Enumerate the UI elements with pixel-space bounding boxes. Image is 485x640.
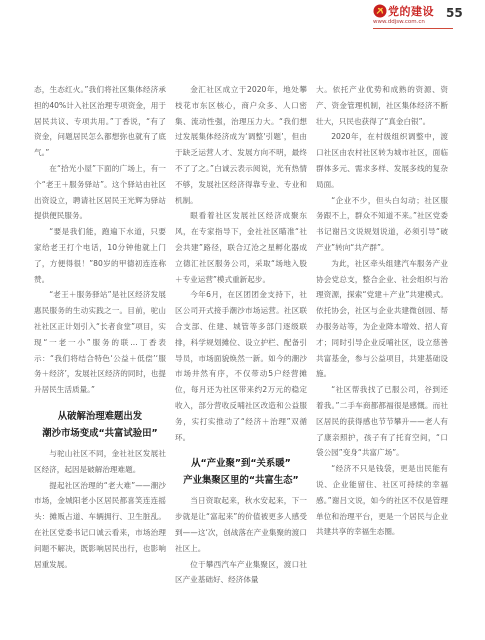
paragraph: 金汇社区成立于2020年，地处攀枝花市东区核心，商户众多、人口密集、流动性强，治理压力大。“我们想过发展集体经济成为‘调整'引题’，但由于缺乏运营人才、发展方向不明，最终不了了之。”白诚云表示阅说，光有热情不够，发展社区经济得靠专业、专业和机制。	[175, 85, 307, 205]
paragraph: 与驼山社区不同，金社社区发展社区经济，起因是破解治理难题。	[34, 448, 166, 474]
paragraph: 今年6月，在区团团金支持下，社区公司开式接手潮沙市场运营。社区联合支部、住建、城管等多部门逐级联排，科学规划摊位、设立护栏、配备引导员，市场面貌焕然一新。如今的潮沙市场井然有序，不仅带动5户经营摊位，每月还为社区带来约2万元的稳定收入，部分营收反哺社区改造和公益服务，实打实推动了“经济＋治理”双循环。	[175, 290, 307, 442]
paragraph: “企业不少，但头白勾动；社区服务跟不上，群众不知道不来。”社区党委书记谢吕文说规划说道，必须引导“破产业”转向“共产群”。	[316, 195, 448, 252]
text-column-3	[316, 82, 448, 540]
paragraph: 当日资取起来，秋水安起来，下一步就是让“富起来”的价值被更多人感受到——这‘次，创战落在产业集聚的渡口社区上。	[175, 496, 307, 553]
paragraph: 提起社区治理的“老大难”——潮沙市场，金城阳老小区居民都喜笑连连摇头：摊贩占道、车辆拥行、卫生脏乱。在社区党委书记口诚云看来，市场治理问题不解决，既影响居民出行，也影响居重发展。	[34, 480, 166, 569]
paragraph: “要是我们能，跑遍下水道，只要家给老王打个电话，10分钟他就上门了，方便得很！”80岁的甲德初连连称赞。	[34, 227, 166, 284]
paragraph: 眼看着社区发展社区经济成聚东风，在专家指导下，金社社区瞄准“社会共建”路径，联合辽沧之星孵化器成立德汇社区服务公司，采取“场地入股＋专业运营”模式重新起步。	[175, 211, 307, 284]
party-emblem-icon	[373, 4, 387, 18]
header-divider	[373, 28, 453, 29]
logo-title: 党的建设	[388, 5, 434, 18]
paragraph: 态，生态红火。”我们将社区集体经济承担的40%计入社区治理专项资金，用于居民共议、专项共用。”丁香说，“有了资金，问题居民怎么都想弥也就有了底气。”	[34, 85, 166, 158]
paragraph: 位于攀西汽车产业集聚区，渡口社区产业基础好、经济体量	[175, 559, 307, 585]
section-heading	[175, 455, 307, 489]
text-column-2	[175, 82, 307, 588]
section-heading-text: 从“产业聚”到“关系暖” 产业集聚区里的“共富生态”	[183, 458, 299, 487]
paragraph: 2020年，在村级组织调整中，渡口社区由农村社区转为城市社区，面临群体多元、需求多样、发展多线的复杂局面。	[316, 132, 448, 189]
section-heading-text: 从破解治理难题出发 潮沙市场变成“共富试验田”	[42, 410, 158, 439]
page-number: 55	[446, 6, 463, 20]
magazine-logo	[373, 3, 434, 27]
text-column-1	[34, 82, 166, 572]
section-heading	[34, 408, 166, 442]
page-header	[0, 0, 485, 34]
paragraph: 为此，社区牵头组建汽车服务产业协会党总支，整合企业、社会组织与治理资源，探索“党建＋产业”共建模式。依托协会，社区与企业共建微创园、帮办服务站等，为企业降本增效、招人育才；同时引导企业反哺社区，设立慈善共富基金，参与公益项目，共建基础设施。	[316, 258, 448, 379]
paragraph: 在“拾光小屋”下面的广场上，有一个“老王＋服务驿站”。这个驿站由社区出资设立，聘请社区居民王光辉为驿站提供便民服务。	[34, 163, 166, 221]
paragraph: “经济不只是钱袋，更是出民能有说、企业能留住、社区可持续的幸福感。”谢吕文说，如今的社区不仅是管理单位和治理平台，更是一个居民与企业共建共享的幸福生态圈。	[316, 464, 448, 537]
logo-url: www.ddjsw.com.cn	[373, 19, 425, 25]
paragraph: “社区帮我找了已服公司，谷到还着我。”二手车商都都福很是感慨。而社区居民的获得感也节节攀升——老人有了康亲照护，孩子有了托育空间，“口袋公园”变身“共富广场”。	[316, 385, 448, 458]
paragraph: 大。依托产业优势和成熟的资源、资产、资金管理机制，社区集体经济不断壮大，只民也获得了“真金白银”。	[316, 85, 448, 126]
paragraph: “老王＋服务驿站”是社区经济发展惠民服务的生动实践之一。目前，驼山社社区正计划引入“长者食堂”项目，实现“一老一小”服务的联…丁香表示：“我们将结合特色‘公益＋低偿’‘服务＋经济’，发展社区经济的同时，也提升居民生活质量。”	[34, 290, 166, 395]
